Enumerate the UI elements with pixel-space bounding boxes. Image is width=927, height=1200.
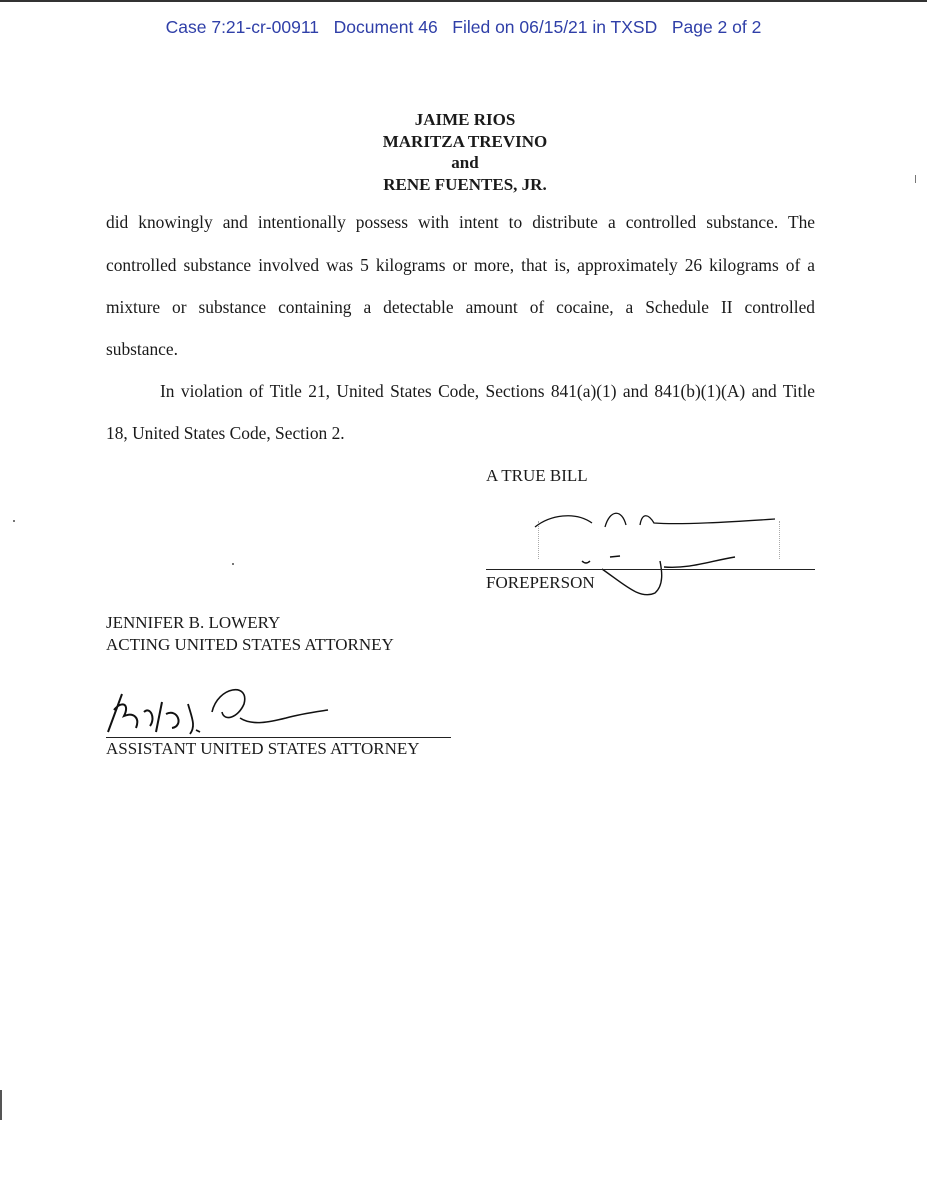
filing-header-stamp [0,17,927,38]
paragraph-line: did knowingly and intentionally possess with intent to distribute a controlled substance. The [106,212,815,232]
paragraph-line: 18, United States Code, Section 2. [106,423,345,443]
case-number: Case 7:21-cr-00911 [165,17,319,37]
foreperson-label: FOREPERSON [486,573,595,592]
defendant-name: MARITZA TREVINO [382,131,548,151]
us-attorney-name: JENNIFER B. LOWERY [106,613,281,632]
paragraph-line: controlled substance involved was 5 kilograms or more, that is, approximately 26 kilograms of a [106,255,815,275]
assistant-attorney-signature-line [106,737,451,738]
defendant-name: JAIME RIOS [414,110,516,129]
scan-speck [232,563,234,565]
paragraph-line: In violation of Title 21, United States Code, Sections 841(a)(1) and 841(b)(1)(A) and Title [160,381,815,401]
paragraph-line: substance. [106,339,178,359]
scan-speck [13,520,15,522]
document-number: Document 46 [333,17,438,37]
filed-date: Filed on 06/15/21 in TXSD [452,17,658,37]
scan-speck [915,175,916,183]
true-bill-heading: A TRUE BILL [486,466,588,485]
caption-conjunction: and [451,153,479,172]
assistant-attorney-label: ASSISTANT UNITED STATES ATTORNEY [106,739,420,758]
page-top-border [0,0,927,2]
defendants-caption [0,109,927,195]
paragraph-line: mixture or substance containing a detectable amount of cocaine, a Schedule II controlled [106,297,815,317]
us-attorney-title: ACTING UNITED STATES ATTORNEY [106,635,394,654]
page-number: Page 2 of 2 [671,17,762,37]
scan-edge-mark [0,1090,2,1120]
defendant-name: RENE FUENTES, JR. [383,174,547,194]
foreperson-signature-line [486,569,815,570]
